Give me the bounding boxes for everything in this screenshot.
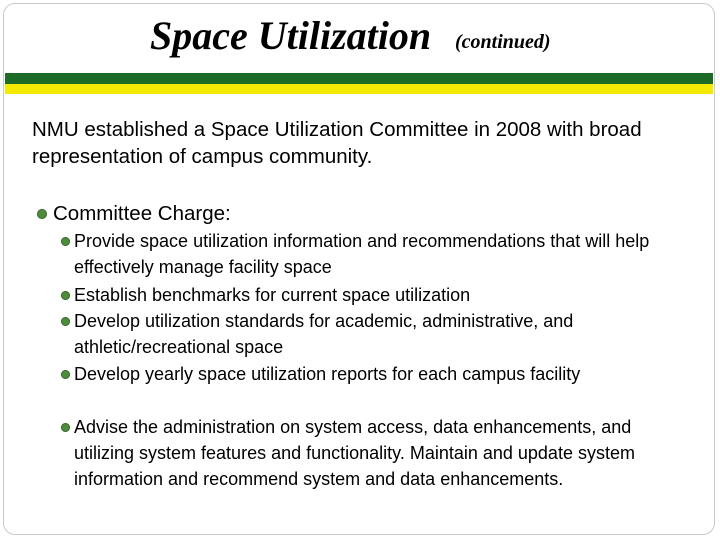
header-band-yellow bbox=[5, 84, 713, 94]
list-item-text: Develop utilization standards for academic, administrative, and athletic/recreational space bbox=[74, 311, 574, 357]
bullet-dot-icon bbox=[61, 317, 70, 326]
bullet-dot-icon bbox=[37, 209, 47, 219]
slide-subtitle: (continued) bbox=[455, 31, 551, 53]
list-item-text: Provide space utilization information and recommendations that will help effectively manage facility space bbox=[74, 231, 650, 277]
slide-title: Space Utilization bbox=[150, 13, 432, 58]
list-item-text: Develop yearly space utilization reports for each campus facility bbox=[74, 364, 581, 384]
bullet-label: Committee Charge: bbox=[53, 202, 231, 225]
header-band-green bbox=[5, 73, 713, 84]
list-item-text: Advise the administration on system access, data enhancements, and utilizing system features and functionality. Maintain and update system information and recommend system and data enhancements. bbox=[74, 417, 635, 489]
intro-paragraph: NMU established a Space Utilization Committee in 2008 with broad representation of campus community. bbox=[32, 118, 642, 168]
list-item-text: Establish benchmarks for current space utilization bbox=[74, 285, 471, 305]
bullet-dot-icon bbox=[61, 370, 70, 379]
bullet-dot-icon bbox=[61, 423, 70, 432]
bullet-dot-icon bbox=[61, 291, 70, 300]
bullet-dot-icon bbox=[61, 237, 70, 246]
